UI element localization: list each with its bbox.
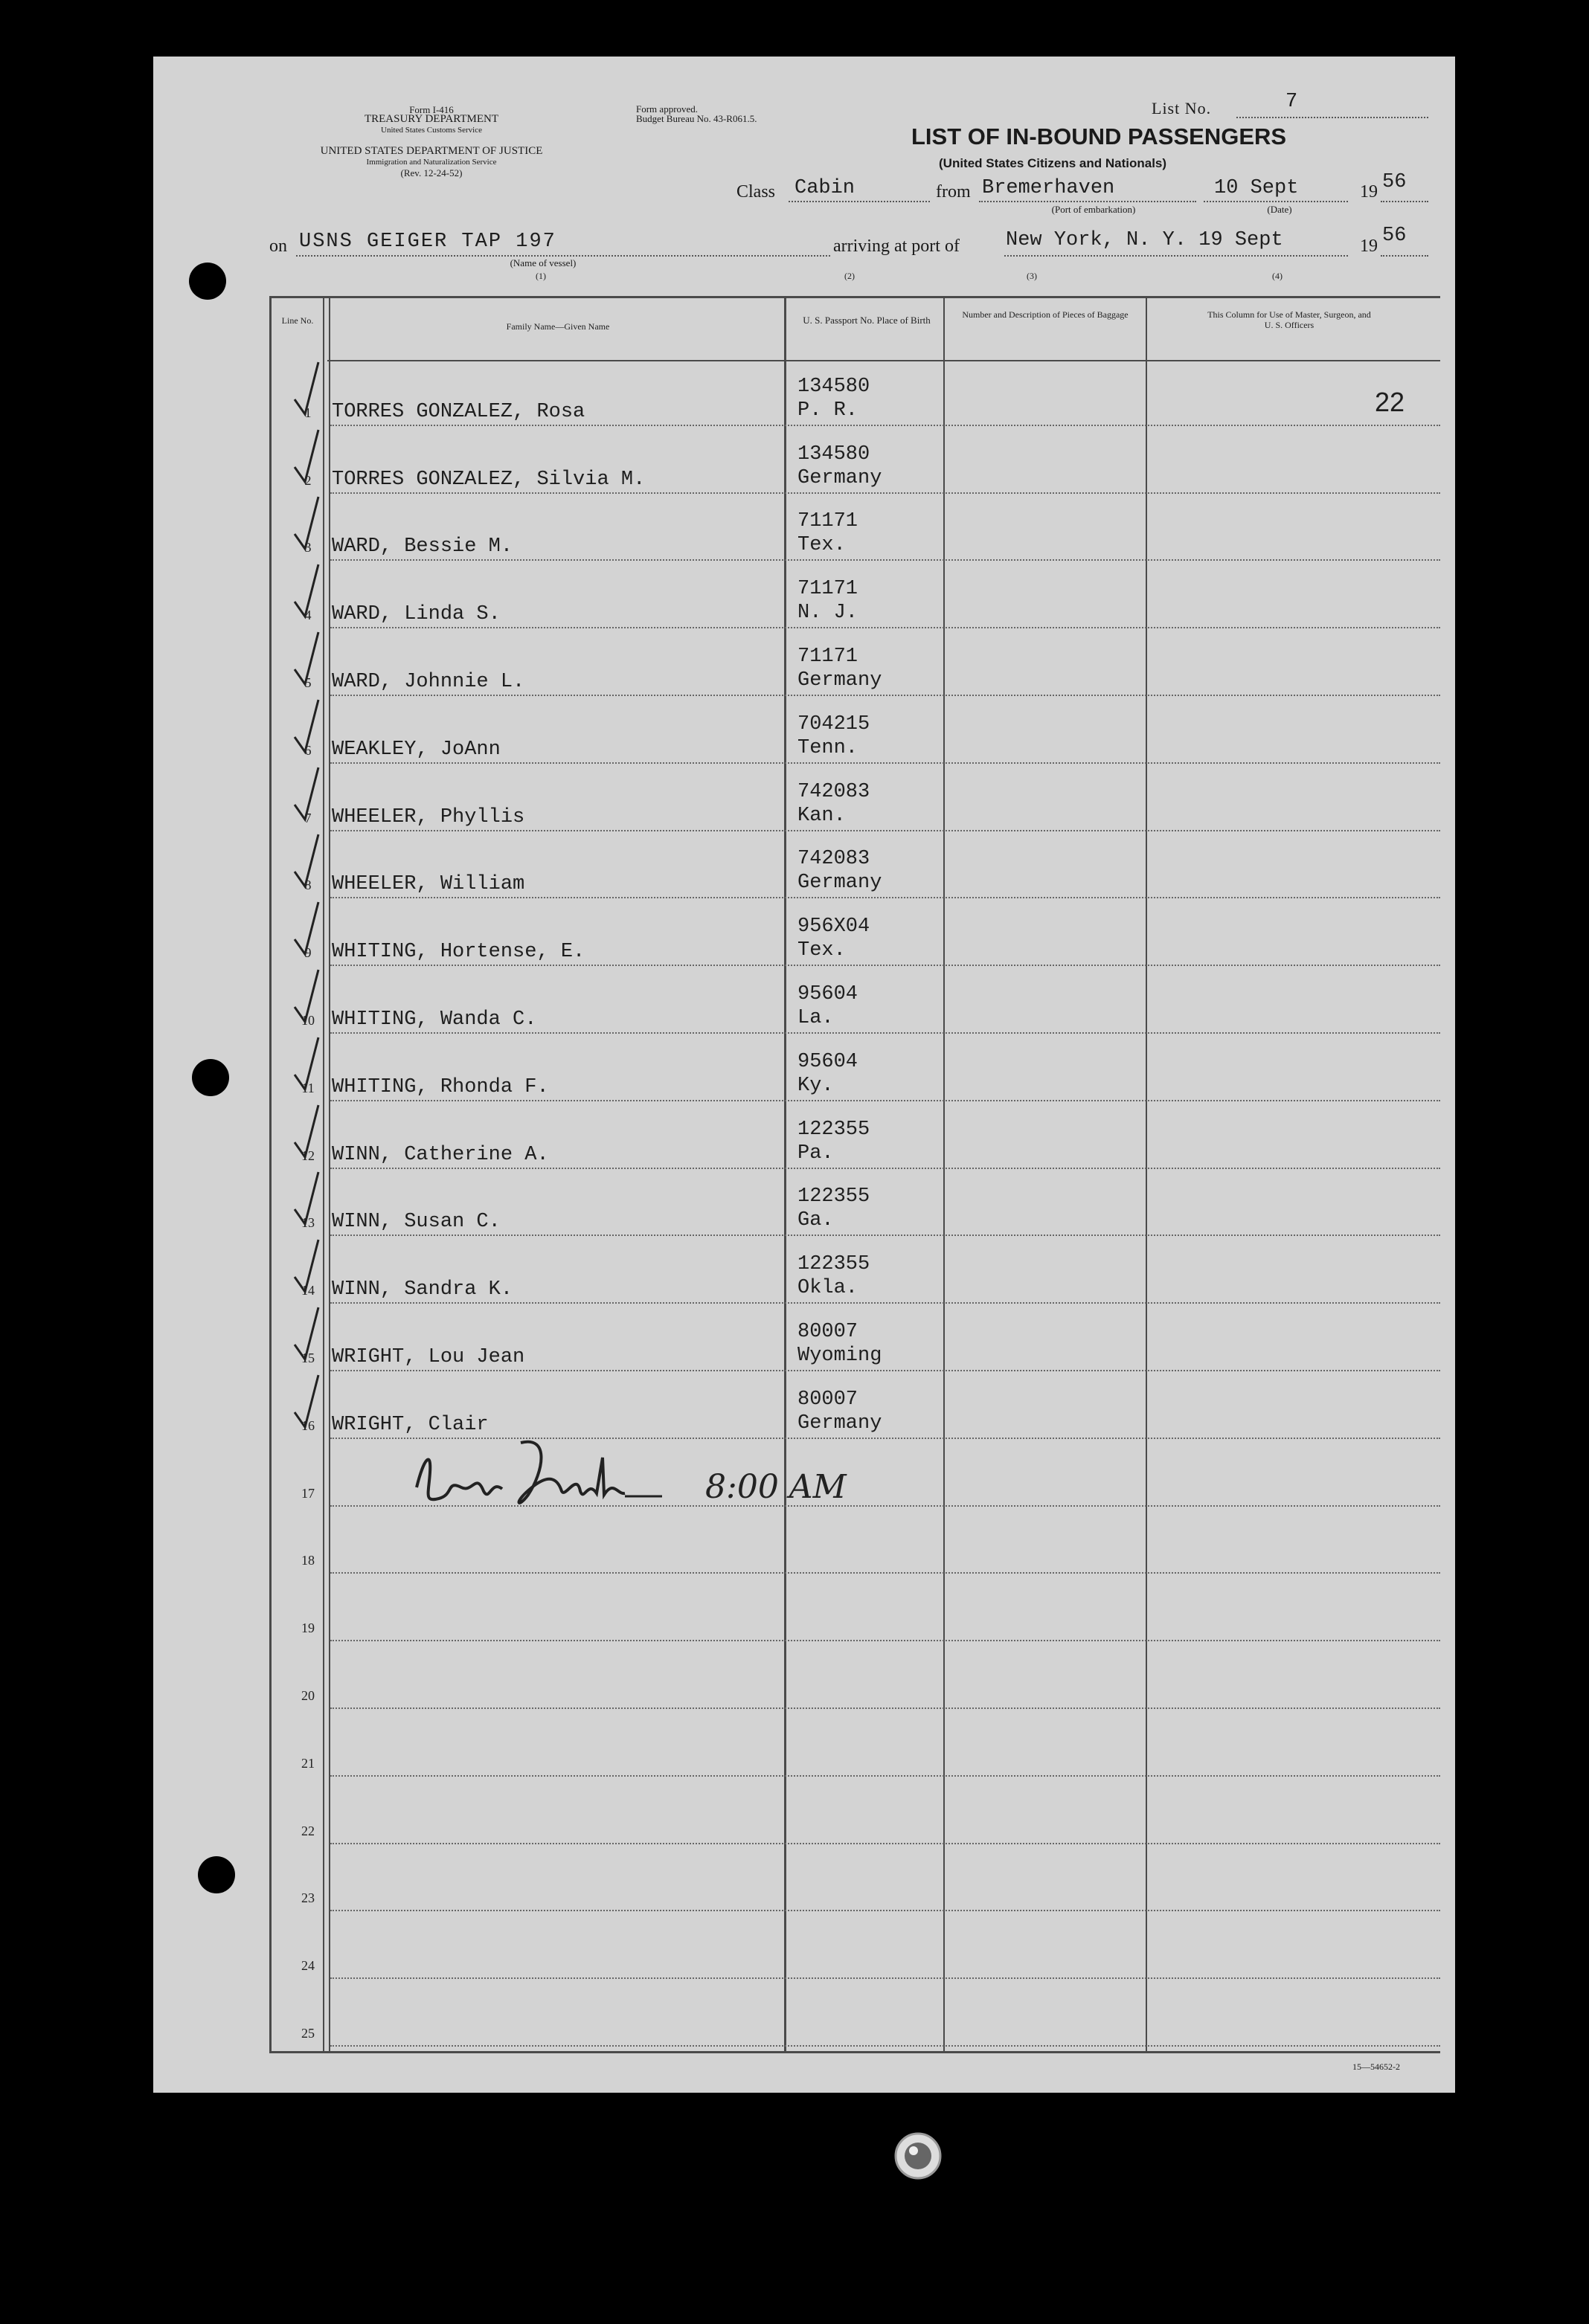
place-of-birth: Ga. [797,1209,834,1232]
passport-number: 956X04 [797,915,870,939]
check-mark [289,425,333,492]
check-mark [289,1371,333,1438]
line-number: 5 [304,675,312,690]
arrival-port-date: New York, N. Y. 19 Sept [1006,229,1283,251]
header-bottom-rule [327,360,1440,361]
passport-number: 71171 [797,646,858,668]
passport-number: 704215 [797,712,870,735]
table-top-border [269,296,1440,298]
row-rule [330,762,1440,764]
place-of-birth: Tex. [797,534,846,557]
treasury-department: TREASURY DEPARTMENT [364,113,499,125]
passport-number: 742083 [797,780,870,803]
row-rule [330,1910,1440,1911]
passenger-name: WINN, Sandra K. [332,1278,513,1301]
punch-hole-bottom [198,1856,235,1893]
place-of-birth: P. R. [797,399,858,422]
passport-number: 95604 [797,1050,858,1073]
place-of-birth: Ky. [797,1074,834,1097]
passenger-name: WEAKLEY, JoAnn [332,738,501,761]
line-number: 20 [301,1688,315,1703]
passenger-name: TORRES GONZALEZ, Rosa [332,400,585,423]
line-number: 11 [301,1080,315,1095]
passport-number: 71171 [797,578,858,601]
check-mark [289,560,333,627]
row-rule [330,627,1440,628]
passenger-name: WHEELER, Phyllis [332,805,525,828]
year1-underline [1381,201,1428,202]
passport-number: 71171 [797,510,858,533]
place-of-birth: Pa. [797,1142,834,1165]
passport-number: 80007 [797,1321,858,1343]
header-baggage: Number and Description of Pieces of Baggage [962,309,1129,320]
row-rule [330,1100,1440,1101]
punch-hole-middle [192,1059,229,1096]
passenger-name: WRIGHT, Clair [332,1413,489,1436]
budget-bureau: Budget Bureau No. 43-R061.5. [636,113,757,124]
header-line-no: Line No. [281,315,314,326]
seal-stamp [891,2128,945,2183]
col-number-2: (2) [844,271,855,281]
row-rule [330,1370,1440,1371]
line-number: 17 [301,1485,315,1501]
line-number: 12 [301,1147,315,1163]
check-mark [289,492,333,559]
document-title: LIST OF IN-BOUND PASSENGERS [911,123,1287,149]
row-rule [330,1640,1440,1641]
check-mark [289,763,333,830]
passport-number: 134580 [797,442,870,466]
row-rule [330,965,1440,966]
row-rule [330,1775,1440,1777]
place-of-birth: Kan. [797,804,846,827]
passenger-name: WINN, Susan C. [332,1211,501,1234]
from-label: from [936,182,971,202]
place-of-birth: Germany [797,872,882,895]
footer-form-code: 15—54652-2 [1352,2061,1400,2072]
line-number: 24 [301,1958,315,1974]
col-number-1: (1) [536,271,546,281]
check-mark [289,1101,333,1168]
year-prefix-1: 19 [1360,182,1378,202]
place-of-birth: Okla. [797,1277,858,1300]
row-rule [330,1572,1440,1574]
passport-number: 122355 [797,1253,870,1276]
passenger-name: TORRES GONZALEZ, Silvia M. [332,468,646,491]
vessel-name: USNS GEIGER TAP 197 [299,231,556,253]
check-mark [289,628,333,695]
line-number: 6 [304,742,312,758]
class-label: Class [736,182,776,202]
row-rule [330,2045,1440,2047]
col-number-3: (3) [1027,271,1037,281]
line-number: 16 [301,1417,315,1433]
place-of-birth: N. J. [797,602,858,625]
passenger-name: WHITING, Wanda C. [332,1008,537,1031]
vessel-underline [296,255,830,257]
row-rule [330,492,1440,494]
port-embark-underline [979,201,1196,202]
passenger-name: WINN, Catherine A. [332,1143,549,1166]
check-mark [289,1235,333,1302]
passenger-count-note: 22 [1375,387,1405,417]
check-mark [289,830,333,897]
line-number: 19 [301,1620,315,1636]
port-embark-caption: (Port of embarkation) [1051,204,1136,215]
line-number: 3 [304,540,312,556]
row-rule [330,1235,1440,1236]
line-number: 8 [304,878,312,893]
passenger-name: WHITING, Rhonda F. [332,1075,549,1098]
line-number: 21 [301,1755,315,1771]
check-mark [289,898,333,965]
year-prefix-2: 19 [1360,236,1378,256]
place-of-birth: Tenn. [797,736,858,759]
class-value: Cabin [794,177,856,199]
header-passport: U. S. Passport No. Place of Birth [803,315,931,326]
arriving-label: arriving at port of [833,236,960,256]
row-rule [330,1707,1440,1709]
list-no-label: List No. [1152,99,1212,118]
line-number: 2 [304,472,312,488]
line-number: 14 [301,1283,315,1298]
punch-hole-top [189,263,226,300]
handwritten-signature [402,1428,967,1532]
place-of-birth: Germany [797,466,882,489]
year2-underline [1381,255,1428,257]
line-number: 25 [301,2026,315,2041]
row-rule [330,897,1440,898]
arrival-underline [1004,255,1348,257]
class-underline [789,201,930,202]
embark-date: 10 Sept [1214,177,1299,199]
line-number: 22 [301,1823,315,1838]
passenger-name: WRIGHT, Lou Jean [332,1346,525,1368]
passport-number: 122355 [797,1185,870,1208]
line-number: 23 [301,1890,315,1906]
passenger-name: WHITING, Hortense, E. [332,941,585,964]
row-rule [330,1843,1440,1844]
vessel-caption: (Name of vessel) [510,257,577,268]
passenger-name: WHEELER, William [332,873,525,896]
form-number: Form I-416 [409,104,454,115]
date-underline [1204,201,1348,202]
passport-number: 134580 [797,375,870,398]
document-subtitle: (United States Citizens and Nationals) [939,156,1167,170]
place-of-birth: La. [797,1007,834,1029]
year-2: 56 [1382,225,1407,247]
ins-service: Immigration and Naturalization Service [366,158,497,167]
passenger-name: WARD, Linda S. [332,603,501,626]
check-mark [289,1033,333,1100]
on-label: on [269,236,287,256]
customs-service: United States Customs Service [381,126,482,135]
table-bottom-border [269,2051,1440,2053]
line-number: 7 [304,810,312,825]
check-mark [289,1168,333,1235]
list-no-value: 7 [1285,91,1298,113]
passport-number: 742083 [797,848,870,871]
row-rule [330,1168,1440,1169]
check-mark [289,1303,333,1370]
place-of-birth: Wyoming [797,1345,882,1367]
passport-number: 95604 [797,983,858,1005]
row-rule [330,1302,1440,1304]
line-number: 15 [301,1351,315,1365]
department-of-justice: UNITED STATES DEPARTMENT OF JUSTICE [320,145,543,157]
table-left-border [269,296,272,2053]
list-no-underline [1236,117,1428,118]
check-mark [289,695,333,762]
row-rule [330,830,1440,831]
row-rule [330,425,1440,426]
col-number-4: (4) [1272,271,1283,281]
row-rule [330,1977,1440,1979]
line-number: 1 [304,405,312,420]
passenger-name: WARD, Johnnie L. [332,671,525,693]
line-number: 10 [301,1013,315,1028]
date-caption: (Date) [1267,204,1292,215]
row-rule [330,695,1440,696]
header-name: Family Name—Given Name [506,321,610,332]
check-mark [289,965,333,1032]
place-of-birth: Germany [797,669,882,692]
header-officers: This Column for Use of Master, Surgeon, and U. S. Officers [1207,309,1371,330]
passport-number: 122355 [797,1118,870,1141]
line-number: 13 [301,1215,315,1231]
revision-date: (Rev. 12-24-52) [400,167,463,178]
year-1: 56 [1382,171,1407,193]
port-of-embarkation: Bremerhaven [982,177,1115,199]
line-number: 9 [304,945,312,961]
handwritten-time: 8:00 AM [705,1468,847,1506]
row-rule [330,559,1440,561]
place-of-birth: Tex. [797,939,846,962]
place-of-birth: Germany [797,1412,882,1435]
passenger-name: WARD, Bessie M. [332,535,513,559]
line-number: 18 [301,1553,315,1568]
line-number: 4 [304,608,312,623]
check-mark [289,358,333,425]
row-rule [330,1032,1440,1034]
passport-number: 80007 [797,1388,858,1411]
form-approved: Form approved. [636,103,699,115]
